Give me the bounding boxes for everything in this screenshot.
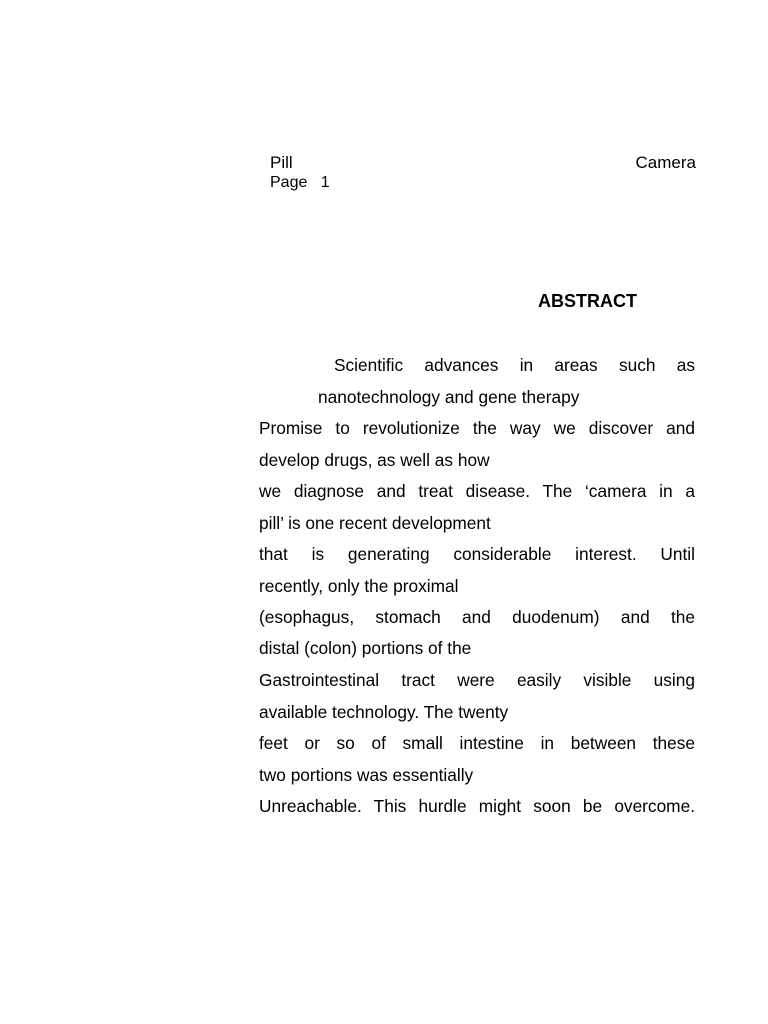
page-number: Page 1 — [270, 174, 330, 191]
header-title-right: Camera — [635, 153, 696, 172]
abstract-line: two portions was essentially — [259, 765, 474, 785]
abstract-line: that is generating considerable interest. Until — [259, 544, 695, 564]
abstract-line: recently, only the proximal — [259, 576, 459, 596]
abstract-line: pill’ is one recent development — [259, 513, 491, 533]
abstract-line: available technology. The twenty — [259, 702, 509, 722]
header-title-left: Pill — [270, 153, 293, 172]
running-header — [270, 152, 696, 174]
abstract-line: we diagnose and treat disease. The ‘camera in a — [259, 481, 695, 501]
abstract-line: feet or so of small intestine in between these — [259, 733, 695, 753]
abstract-line: Promise to revolutionize the way we discover and — [259, 418, 695, 438]
abstract-line: develop drugs, as well as how — [259, 450, 490, 470]
abstract-line: (esophagus, stomach and duodenum) and the — [259, 607, 695, 627]
abstract-line: Gastrointestinal tract were easily visible using — [259, 670, 695, 690]
abstract-line: Unreachable. This hurdle might soon be overcome. — [259, 796, 695, 816]
abstract-line: nanotechnology and gene therapy — [318, 387, 580, 407]
abstract-heading: ABSTRACT — [538, 291, 637, 311]
abstract-line: distal (colon) portions of the — [259, 638, 472, 658]
abstract-line: Scientific advances in areas such as — [334, 355, 695, 375]
